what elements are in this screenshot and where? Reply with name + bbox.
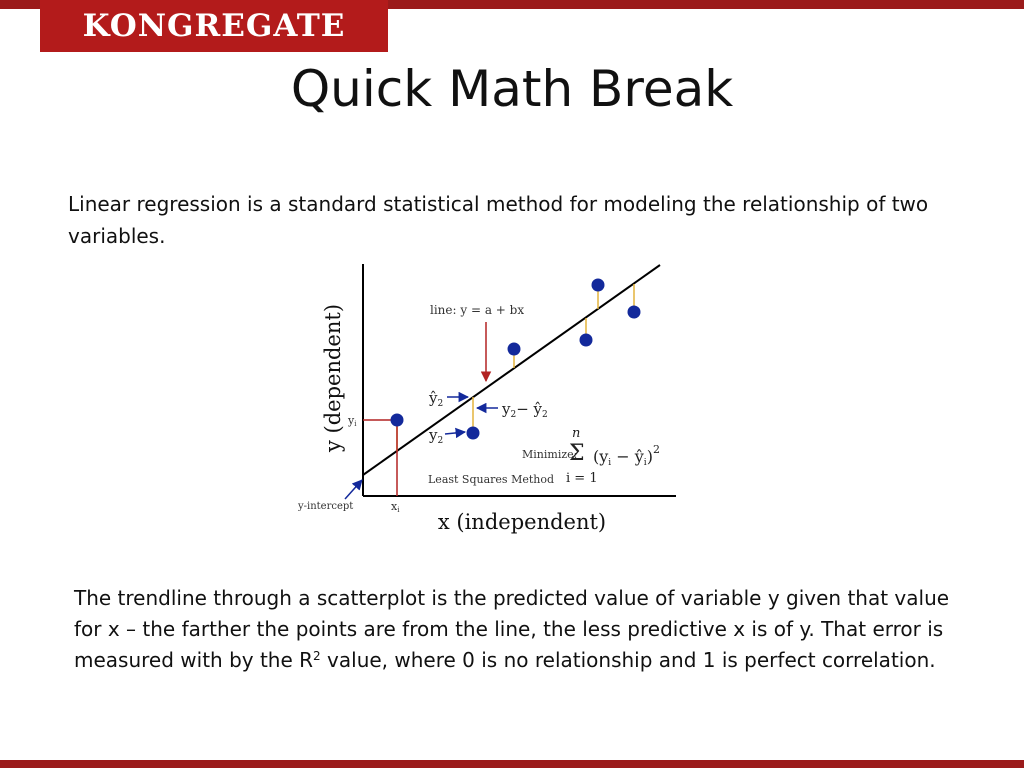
y2-hat-label: $ŷ_2$ [429, 389, 444, 409]
yi-label: yi [348, 414, 357, 428]
y-intercept-label: y-intercept [298, 501, 354, 512]
explanation-text-2: value, where 0 is no relationship and 1 is perfect correlation. [320, 648, 936, 672]
data-point [580, 334, 593, 347]
sum-symbol: Σ [569, 441, 585, 466]
xi-label: xi [391, 500, 400, 514]
regression-diagram [290, 256, 680, 544]
data-point [592, 279, 605, 292]
data-point [508, 343, 521, 356]
bottom-rule [0, 760, 1024, 768]
residual-label: $y_2-$ $ŷ_2$ [502, 400, 548, 420]
sum-lower: i = 1 [566, 471, 598, 486]
minimize-label: Minimize: [522, 448, 578, 461]
x-axis-label: x (independent) [437, 510, 607, 534]
slide-title: Quick Math Break [290, 60, 734, 118]
kongregate-logo[interactable] [40, 0, 388, 52]
logo-text: KONGREGATE [82, 8, 346, 44]
y2-arrow [445, 432, 465, 434]
line-label: line: y = a + bx [430, 303, 525, 317]
explanation-text-1: The trendline through a scatterplot is the predicted value of variable y given that value for x – the farther the points are from the line, the less predictive x is of y. That error is measured with by the R [74, 586, 950, 672]
y-intercept-arrow [345, 480, 362, 499]
y2-label: $y_2$ [429, 426, 444, 446]
data-point [391, 414, 404, 427]
y-axis-label: y (dependent) [321, 303, 345, 453]
sum-upper: n [572, 426, 581, 441]
sum-term: (yi − ŷi)$^2$ [593, 443, 660, 468]
data-point [628, 306, 641, 319]
explanation-paragraph [74, 583, 954, 676]
r-squared-superscript: 2 [313, 649, 321, 663]
intro-paragraph: Linear regression is a standard statistical method for modeling the relationship of two variables. [68, 192, 929, 248]
regression-line [363, 265, 660, 475]
least-squares-label: Least Squares Method [428, 473, 555, 486]
data-point [467, 427, 480, 440]
